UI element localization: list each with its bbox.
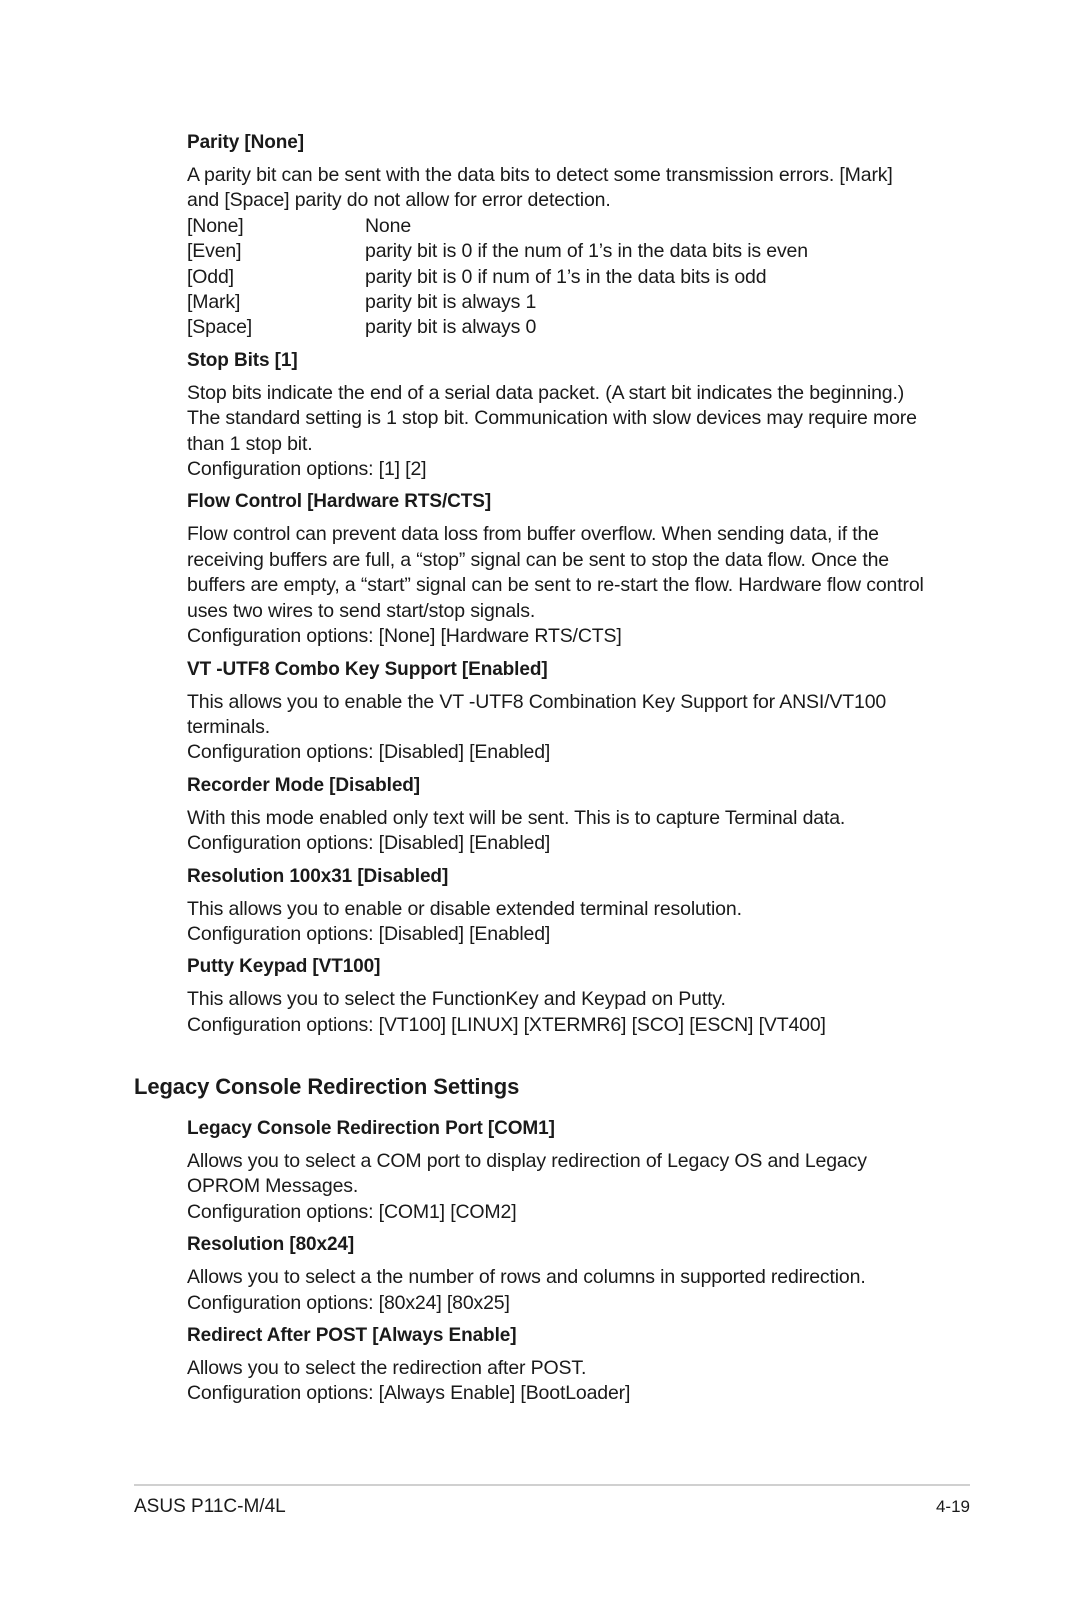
option-key: [Mark]	[187, 291, 241, 314]
option-value: parity bit is always 1	[365, 291, 537, 314]
option-row	[187, 315, 932, 340]
option-key: [Odd]	[187, 265, 234, 288]
setting-putty-keypad	[187, 954, 932, 1038]
setting-title: VT -UTF8 Combo Key Support [Enabled]	[187, 658, 548, 680]
option-value: None	[365, 214, 412, 237]
setting-description	[187, 522, 932, 649]
setting-resolution-80x24	[187, 1232, 932, 1316]
setting-description	[187, 806, 932, 857]
config-options: Configuration options: [1] [2]	[187, 458, 427, 481]
setting-title: Flow Control [Hardware RTS/CTS]	[187, 491, 492, 513]
option-value: parity bit is 0 if num of 1’s in the data bits is odd	[365, 265, 767, 288]
footer-page-number: 4-19	[935, 1497, 970, 1516]
config-options: Configuration options: [Disabled] [Enabled]	[187, 922, 551, 945]
setting-description	[187, 381, 932, 483]
setting-recorder-mode	[187, 773, 932, 857]
option-value: parity bit is always 0	[365, 316, 537, 339]
description-line: Allows you to select a the number of rows and columns in supported redirection.	[187, 1266, 866, 1289]
config-options: Configuration options: [Always Enable] [BootLoader]	[187, 1382, 631, 1405]
setting-description	[187, 897, 932, 948]
setting-redirect-after-post	[187, 1323, 932, 1407]
config-options: Configuration options: [Disabled] [Enabled]	[187, 741, 551, 764]
config-options: Configuration options: [Disabled] [Enabled]	[187, 832, 551, 855]
setting-title: Putty Keypad [VT100]	[187, 956, 381, 978]
setting-description	[187, 1265, 932, 1316]
description-line: than 1 stop bit.	[187, 432, 313, 455]
setting-resolution-100x31	[187, 864, 932, 948]
option-row	[187, 290, 932, 315]
option-key: [None]	[187, 214, 244, 237]
option-row	[187, 214, 932, 239]
setting-title: Resolution 100x31 [Disabled]	[187, 865, 449, 887]
description-line: The standard setting is 1 stop bit. Communication with slow devices may require more	[187, 407, 917, 430]
description-line: uses two wires to send start/stop signals.	[187, 599, 536, 622]
setting-flow-control	[187, 489, 932, 649]
setting-title: Resolution [80x24]	[187, 1234, 355, 1256]
description-line: This allows you to select the FunctionKey and Keypad on Putty.	[187, 988, 726, 1011]
setting-description	[187, 690, 932, 766]
setting-title: Recorder Mode [Disabled]	[187, 774, 421, 796]
setting-title: Stop Bits [1]	[187, 349, 298, 371]
setting-title: Redirect After POST [Always Enable]	[187, 1325, 517, 1347]
legacy-settings-list	[187, 1116, 932, 1414]
description-line: With this mode enabled only text will be sent. This is to capture Terminal data.	[187, 806, 846, 829]
setting-description	[187, 1356, 932, 1407]
section-title: Legacy Console Redirection Settings	[134, 1074, 520, 1099]
setting-title: Legacy Console Redirection Port [COM1]	[187, 1118, 555, 1139]
config-options: Configuration options: [VT100] [LINUX] [XTERMR6] [SCO] [ESCN] [VT400]	[187, 1013, 826, 1036]
setting-title: Parity [None]	[187, 132, 304, 153]
option-table	[187, 214, 932, 341]
description-line: OPROM Messages.	[187, 1175, 359, 1198]
description-line: A parity bit can be sent with the data bits to detect some transmission errors. [Mark]	[187, 164, 893, 186]
description-line: buffers are empty, a “start” signal can be sent to re-start the flow. Hardware flow control	[187, 574, 924, 597]
option-value: parity bit is 0 if the num of 1’s in the data bits is even	[365, 240, 808, 263]
option-key: [Even]	[187, 240, 242, 263]
footer-product-name: ASUS P11C-M/4L	[134, 1496, 286, 1517]
setting-description	[187, 1149, 932, 1225]
setting-description	[187, 163, 932, 214]
config-options: Configuration options: [None] [Hardware RTS/CTS]	[187, 625, 622, 648]
setting-vt-utf8-combo-key	[187, 657, 932, 766]
description-line: This allows you to enable the VT -UTF8 Combination Key Support for ANSI/VT100	[187, 690, 887, 713]
footer-divider	[134, 1484, 970, 1486]
description-line: Stop bits indicate the end of a serial data packet. (A start bit indicates the beginning.)	[187, 381, 905, 404]
option-row	[187, 239, 932, 264]
description-line: Flow control can prevent data loss from buffer overflow. When sending data, if the	[187, 523, 879, 546]
config-options: Configuration options: [COM1] [COM2]	[187, 1200, 517, 1223]
description-line: receiving buffers are full, a “stop” signal can be sent to stop the data flow. Once the	[187, 548, 890, 571]
description-line: Allows you to select a COM port to display redirection of Legacy OS and Legacy	[187, 1150, 867, 1172]
description-line: This allows you to enable or disable extended terminal resolution.	[187, 897, 742, 920]
setting-legacy-redirection-port	[187, 1116, 932, 1225]
settings-list	[187, 130, 932, 1045]
setting-parity	[187, 130, 932, 341]
description-line: Allows you to select the redirection after POST.	[187, 1357, 587, 1380]
setting-stop-bits	[187, 348, 932, 483]
option-key: [Space]	[187, 316, 253, 339]
option-row	[187, 265, 932, 290]
description-line: and [Space] parity do not allow for error detection.	[187, 189, 611, 212]
config-options: Configuration options: [80x24] [80x25]	[187, 1291, 510, 1314]
setting-description	[187, 987, 932, 1038]
description-line: terminals.	[187, 715, 271, 738]
